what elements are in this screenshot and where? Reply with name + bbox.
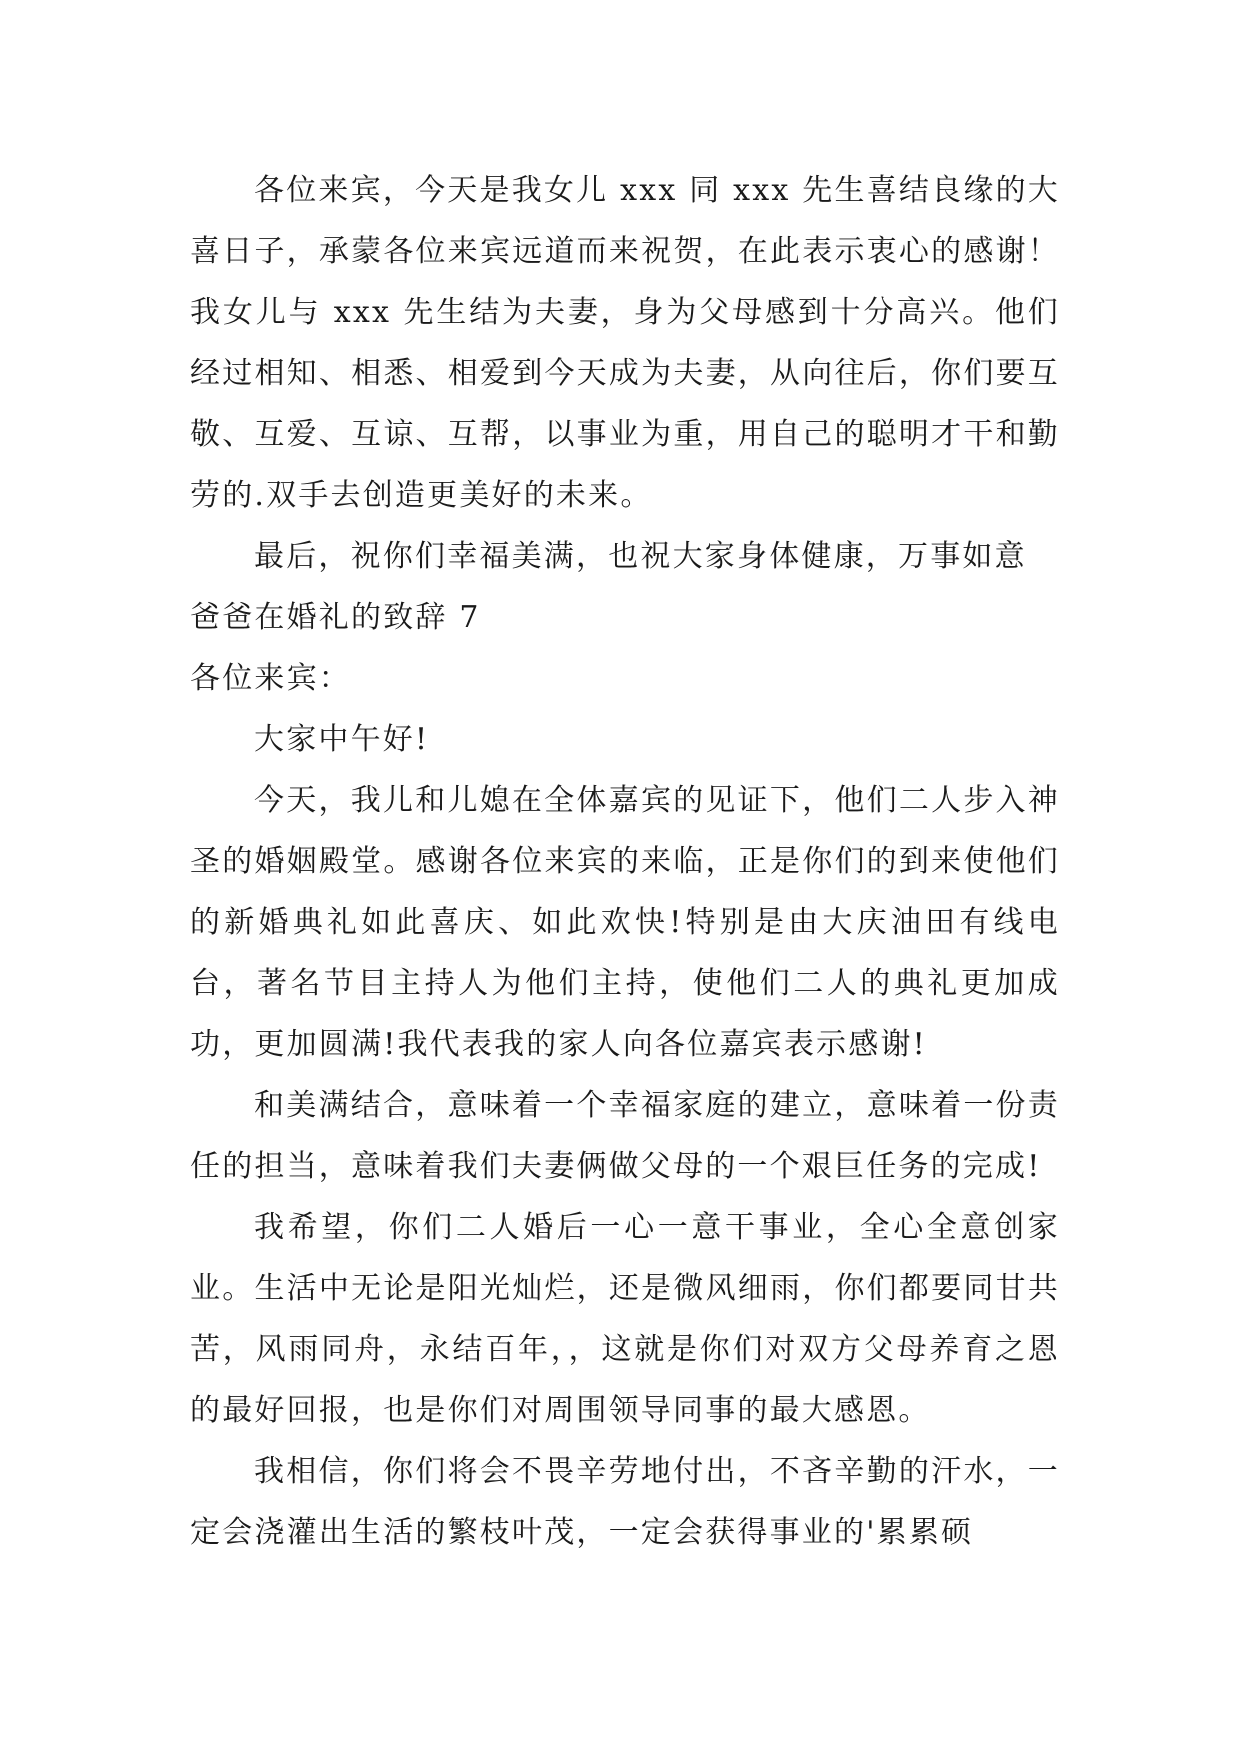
paragraph-closing-wishes: 最后，祝你们幸福美满，也祝大家身体健康，万事如意 bbox=[254, 539, 1027, 574]
salutation: 各位来宾： bbox=[190, 661, 351, 696]
paragraph-greeting: 大家中午好! bbox=[254, 722, 430, 757]
paragraph-marriage-meaning: 和美满结合，意味着一个幸福家庭的建立，意味着一份责任的担当，意味着我们夫妻俩做父母的一个艰巨任务的完成! bbox=[190, 1088, 1060, 1184]
paragraph-belief: 我相信，你们将会不畏辛劳地付出，不吝辛勤的汗水，一定会浇灌出生活的繁枝叶茂，一定会获得事业的'累累硕 bbox=[190, 1454, 1060, 1550]
paragraph-hopes: 我希望，你们二人婚后一心一意干事业，全心全意创家业。生活中无论是阳光灿烂，还是微风细雨，你们都要同甘共苦，风雨同舟，永结百年，，这就是你们对双方父母养育之恩的最好回报，也是你们对周围领导同事的最大感恩。 bbox=[190, 1210, 1060, 1428]
paragraph-thanks: 今天，我儿和儿媳在全体嘉宾的见证下，他们二人步入神圣的婚姻殿堂。感谢各位来宾的来临，正是你们的到来使他们的新婚典礼如此喜庆、如此欢快!特别是由大庆油田有线电台，著名节目主持人为他们主持，使他们二人的典礼更加成功，更加圆满!我代表我的家人向各位嘉宾表示感谢! bbox=[190, 783, 1060, 1062]
section-title: 爸爸在婚礼的致辞 7 bbox=[190, 600, 481, 635]
document-body bbox=[190, 160, 1060, 1563]
paragraph-wedding-greeting: 各位来宾，今天是我女儿 xxx 同 xxx 先生喜结良缘的大喜日子，承蒙各位来宾远道而来祝贺，在此表示衷心的感谢！我女儿与 xxx 先生结为夫妻，身为父母感到十分高兴。他们经过相知、相悉、相爱到今天成为夫妻，从向往后，你们要互敬、互爱、互谅、互帮，以事业为重，用自己的聪明才干和勤劳的.双手去创造更美好的未来。 bbox=[190, 173, 1060, 513]
